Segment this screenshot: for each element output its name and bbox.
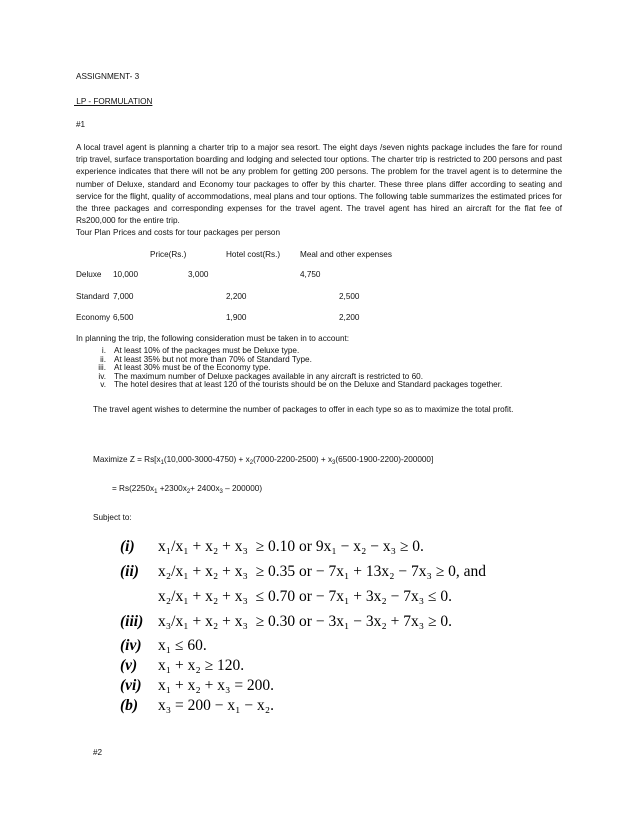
constraint-ii [120,563,486,581]
objective-part: + 2400x [190,484,220,493]
constraint-label: (ii) [120,563,139,580]
table-first-column-label: Tour Plan [76,228,111,237]
objective-subscript: 2 [186,489,191,495]
list-item-text: At least 30% must be of the Economy type. [114,363,271,372]
table-cell-plan: Deluxe [76,270,102,279]
table-cell-meal: 2,500 [339,292,360,301]
constraint-rhs: ≤ 0.70 or − 7x₁ + 3x₂ − 7x₃ ≤ 0. [255,588,453,605]
section-heading: LP - FORMULATION [74,97,153,106]
table-header-meal: Meal and other expenses [300,250,392,259]
constraint-text: x₁ ≤ 60. [158,637,207,654]
objective-part: (7000-2200-2500) + x [253,455,333,464]
list-item-number: iii. [98,363,106,372]
list-item-text: The maximum number of Deluxe packages available in any aircraft is restricted to 60. [114,371,423,381]
objective-simplified [112,484,262,495]
table-caption: Prices and costs for tour packages per person [113,228,281,237]
constraint-lhs: x₂/x₁ + x₂ + x₃ [158,588,248,605]
constraint-iii [120,613,452,631]
table-header-hotel: Hotel cost(Rs.) [226,250,281,259]
objective-subscript: 1 [160,460,164,466]
assignment-heading: ASSIGNMENT- 3 [76,72,140,81]
table-cell-price: 6,500 [113,313,134,322]
objective-part: – 200000) [222,484,263,493]
list-item-number: v. [100,380,106,389]
list-item-number: iv. [98,371,106,381]
considerations-intro: In planning the trip, the following consideration must be taken in to account: [76,334,350,343]
subject-to-label: Subject to: [93,513,132,522]
table-cell-plan: Standard [76,292,110,301]
table-cell-price: 10,000 [113,270,139,279]
table-cell-hotel: 1,900 [226,313,247,322]
table-cell-hotel: 2,200 [226,292,247,301]
constraint-rhs: ≥ 0.10 or 9x₁ − x₂ − x₃ ≥ 0. [255,538,424,555]
table-cell-price: 7,000 [113,292,134,301]
constraint-b [120,697,274,715]
goal-statement: The travel agent wishes to determine the number of packages to offer in each type so as to maximize the total profit. [93,405,514,414]
objective-subscript: 3 [219,489,223,495]
problem-number-2: #2 [93,748,103,757]
constraint-text: x₁ + x₂ + x₃ = 200. [158,677,275,694]
constraint-label: (i) [120,538,135,555]
table-cell-meal: 4,750 [300,270,321,279]
constraint-ii-upper [158,588,452,606]
table-cell-meal: 2,200 [339,313,360,322]
objective-part: (10,000-3000-4750) + x [163,455,250,464]
problem-paragraph: A local travel agent is planning a charter trip to a major sea resort. The eight days /seven nights package includes the fare for round trip travel, surface transportation boarding and lodging and selected tour options. The charter trip is restricted to 200 persons and past experience indicates that there will not be any problem for getting 200 persons. The problem for the travel agent is to determine the number of Deluxe, standard and Economy tour packages to offer by this charter. These three plans differ according to seating and service for the flight, quality of accommodations, meal plans and tour options. The following table summarizes the estimated prices for the three packages and corresponding expenses for the travel agent. The travel agent has hired an aircraft for the flat fee of Rs200,000 for the entire trip. [76,143,562,226]
constraint-label: (b) [120,697,139,714]
objective-subscript: 3 [332,460,336,466]
objective-part: (6500-1900-2200)-200000] [335,455,434,464]
list-item-text: The hotel desires that at least 120 of the tourists should be on the Deluxe and Standard packages together. [114,380,503,389]
constraint-lhs: x₃/x₁ + x₂ + x₃ [158,613,248,630]
constraint-label: (v) [120,657,138,674]
list-item-number: ii. [100,354,106,364]
constraint-text: x₃ = 200 − x₁ − x₂. [158,697,275,714]
constraint-rhs: ≥ 0.30 or − 3x₁ − 3x₂ + 7x₃ ≥ 0. [255,613,453,630]
constraint-lhs: x₂/x₁ + x₂ + x₃ [158,563,248,580]
constraint-lhs: x₁/x₁ + x₂ + x₃ [158,538,248,555]
constraint-i [120,538,424,556]
constraint-text: x₁ + x₂ ≥ 120. [158,657,245,674]
constraint-label: (iii) [120,613,144,630]
constraint-v [120,657,244,675]
table-cell-hotel: 3,000 [188,270,209,279]
constraint-vi [120,677,274,695]
objective-part: +2300x [157,484,187,493]
objective-part: Maximize Z = Rs[x [93,455,161,464]
objective-part: = Rs(2250x [112,484,155,493]
constraint-label: (iv) [120,637,142,654]
table-header-price: Price(Rs.) [150,250,187,259]
objective-subscript: 2 [249,460,254,466]
list-item-number: i. [101,346,106,355]
table-cell-plan: Economy [76,313,111,322]
constraint-iv [120,637,207,655]
problem-number: #1 [76,120,86,129]
list-item-text: At least 10% of the packages must be Deluxe type. [114,346,300,355]
constraint-rhs: ≥ 0.35 or − 7x₁ + 13x₂ − 7x₃ ≥ 0, and [255,563,487,580]
list-item-text: At least 35% but not more than 70% of Standard Type. [114,354,312,364]
objective-subscript: 1 [154,489,158,495]
objective-function [93,455,433,466]
constraint-label: (vi) [120,677,142,694]
